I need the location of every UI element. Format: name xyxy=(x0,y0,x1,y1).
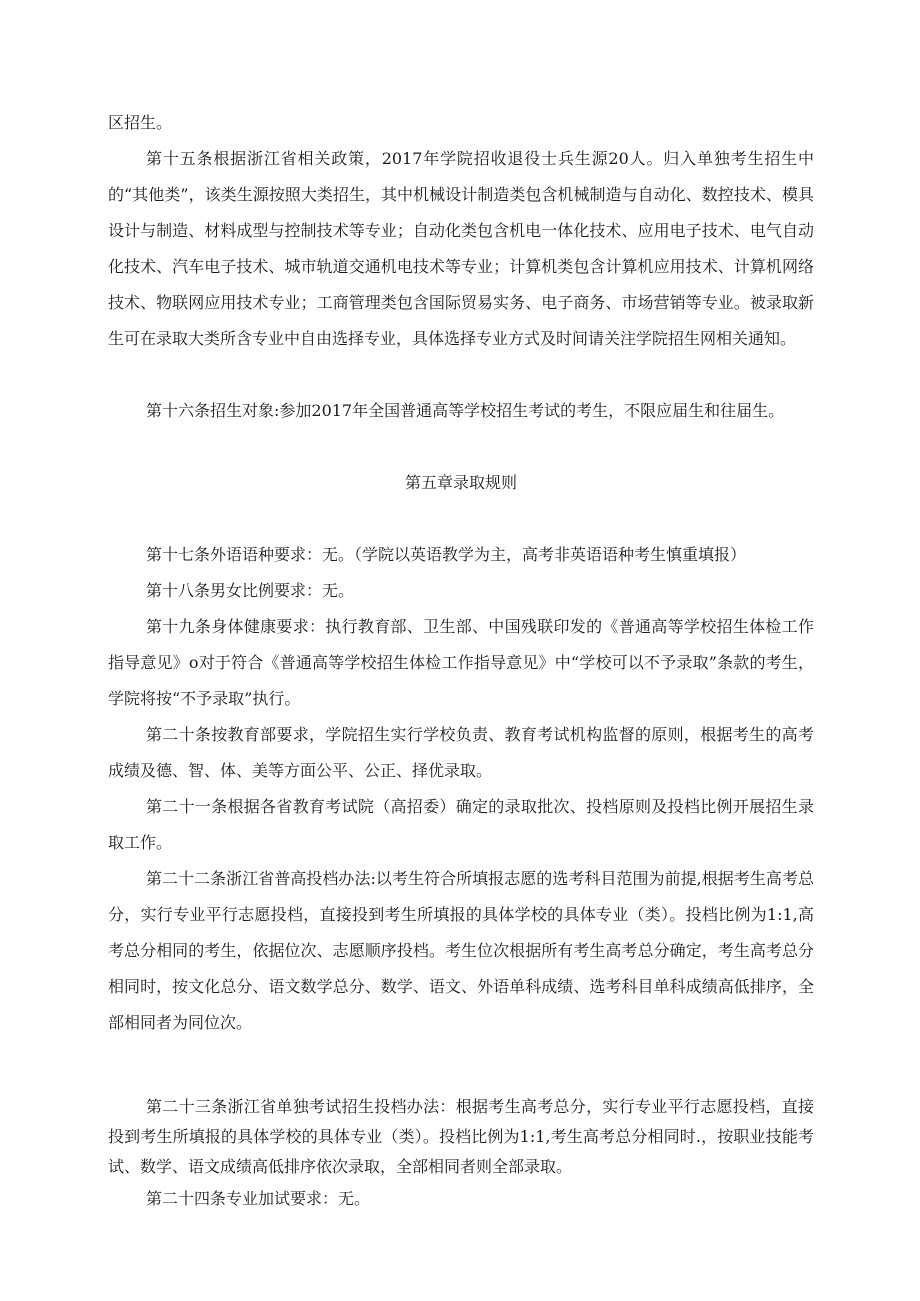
article-24: 第二十四条专业加试要求：无。 xyxy=(146,1189,371,1208)
article-16: 第十六条招生对象:参加2017年全国普通高等学校招生考试的考生，不限应届生和往届生。 xyxy=(146,401,785,420)
article-21: 第二十一条根据各省教育考试院（高招委）确定的录取批次、投档原则及投档比例开展招生录取工作。 xyxy=(108,797,814,852)
article-23: 第二十三条浙江省单独考试招生投档办法：根据考生高考总分，实行专业平行志愿投档，直接投到考生所填报的具体学校的具体专业（类）。投档比例为1:1,考生高考总分相同时.，按职业技能考试、数学、语文成绩高低排序依次录取，全部相同者则全部录取。 xyxy=(108,1097,814,1176)
article-22: 第二十二条浙江省普高投档办法:以考生符合所填报志愿的选考科目范围为前提,根据考生高考总分，实行专业平行志愿投档，直接投到考生所填报的具体学校的具体专业（类）。投档比例为1:1,高考总分相同的考生，依据位次、志愿顺序投档。考生位次根据所有考生高考总分确定，考生高考总分相同时，按文化总分、语文数学总分、数学、语文、外语单科成绩、选考科目单科成绩高低排序，全部相同者为同位次。 xyxy=(108,869,814,1032)
article-20: 第二十条按教育部要求，学院招生实行学校负责、教育考试机构监督的原则，根据考生的高考成绩及德、智、体、美等方面公平、公正、择优录取。 xyxy=(108,725,814,780)
paragraph-continuation: 区招生。 xyxy=(108,113,173,132)
article-17: 第十七条外语语种要求：无。（学院以英语教学为主，高考非英语语种考生慎重填报） xyxy=(146,545,747,564)
chapter-heading: 第五章录取规则 xyxy=(404,473,517,492)
article-19: 第十九条身体健康要求：执行教育部、卫生部、中国残联印发的《普通高等学校招生体检工作指导意见》o对于符合《普通高等学校招生体检工作指导意见》中“学校可以不予录取”条款的考生，学院将按“不予录取”执行。 xyxy=(108,617,814,708)
article-18: 第十八条男女比例要求：无。 xyxy=(146,581,355,600)
article-15: 第十五条根据浙江省相关政策，2017年学院招收退役士兵生源20人。归入单独考生招生中的“其他类”，该类生源按照大类招生，其中机械设计制造类包含机械制造与自动化、数控技术、模具设计与制造、材料成型与控制技术等专业；自动化类包含机电一体化技术、应用电子技术、电气自动化技术、汽车电子技术、城市轨道交通机电技术等专业；计算机类包含计算机应用技术、计算机网络技术、物联网应用技术专业；工商管理类包含国际贸易实务、电子商务、市场营销等专业。被录取新生可在录取大类所含专业中自由选择专业，具体选择专业方式及时间请关注学院招生网相关通知。 xyxy=(108,149,814,348)
